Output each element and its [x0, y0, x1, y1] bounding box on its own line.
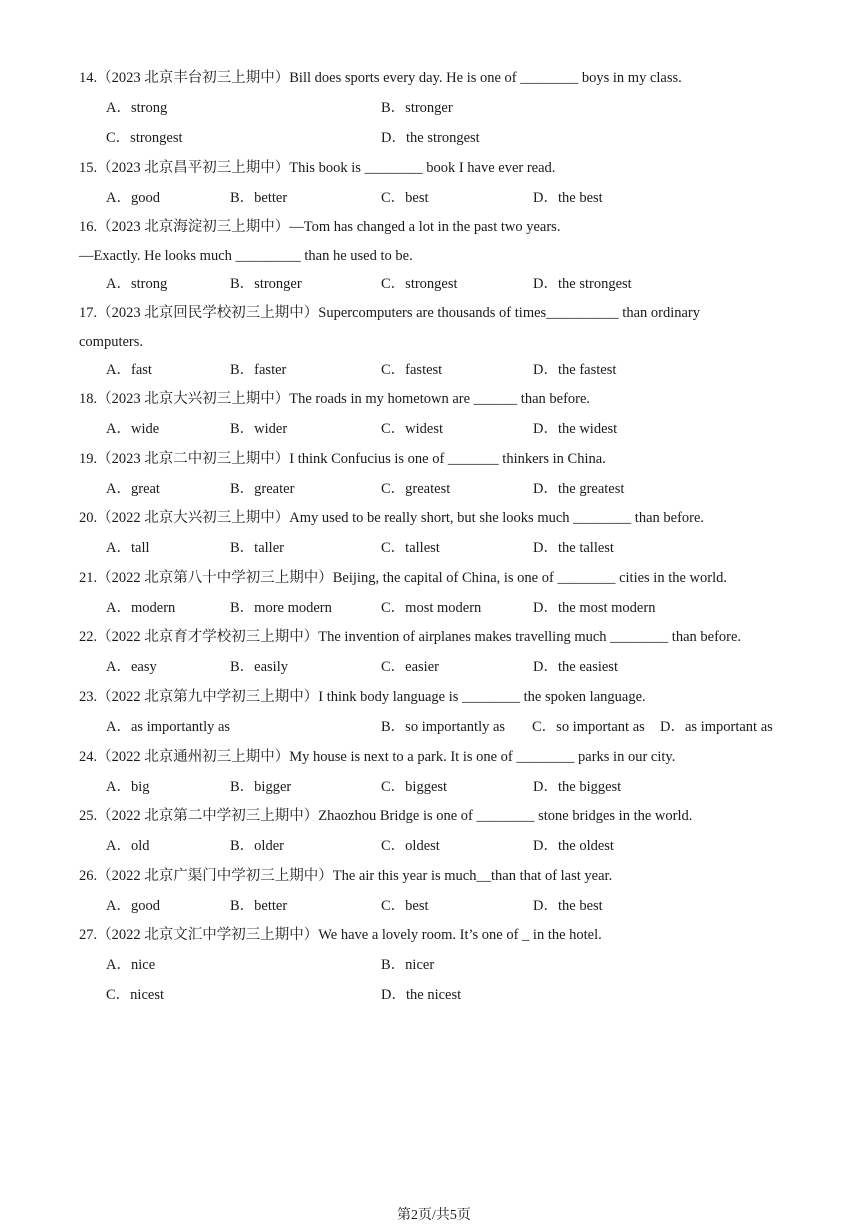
option-text: the fastest: [557, 362, 617, 378]
question-number: 20.: [79, 510, 98, 526]
answer-option: [381, 360, 442, 380]
answer-option: [106, 777, 150, 797]
option-text: stronger: [405, 100, 453, 116]
option-letter: D．: [533, 898, 558, 914]
option-letter: D．: [381, 130, 406, 146]
option-letter: C．: [532, 719, 557, 735]
answer-option: [533, 419, 617, 439]
option-letter: C．: [381, 779, 406, 795]
option-text: bigger: [254, 779, 292, 795]
answer-option: [106, 717, 230, 737]
option-letter: A．: [106, 362, 131, 378]
answer-option: [533, 657, 618, 677]
option-letter: B．: [230, 421, 255, 437]
option-text: the oldest: [557, 838, 614, 854]
answer-option: [381, 538, 440, 558]
question-stem: [79, 687, 646, 707]
option-letter: C．: [381, 659, 406, 675]
option-letter: A．: [106, 276, 131, 292]
question-stem: [79, 747, 675, 767]
question-stem: [79, 389, 590, 409]
answer-option: [106, 360, 152, 380]
option-text: the easiest: [557, 659, 618, 675]
answer-option: [106, 188, 160, 208]
answer-option: [533, 360, 616, 380]
option-text: older: [254, 838, 284, 854]
option-text: best: [405, 190, 429, 206]
option-text: best: [405, 898, 429, 914]
answer-option: [381, 274, 458, 294]
answer-option: [106, 985, 164, 1005]
answer-option: [660, 717, 773, 737]
answer-option: [533, 598, 655, 618]
answer-option: [230, 188, 287, 208]
option-text: wide: [130, 421, 160, 437]
question-text: （2023 北京大兴初三上期中）The roads in my hometown are ______ than before.: [97, 391, 591, 407]
answer-option: [533, 538, 614, 558]
answer-option: [106, 274, 167, 294]
option-text: modern: [130, 600, 176, 616]
question-stem: [79, 866, 612, 886]
option-letter: A．: [106, 898, 131, 914]
option-text: widest: [405, 421, 444, 437]
option-text: big: [130, 779, 150, 795]
option-letter: C．: [381, 190, 406, 206]
answer-option: [381, 479, 450, 499]
option-text: fastest: [405, 362, 443, 378]
option-text: faster: [254, 362, 287, 378]
question-text: （2022 北京大兴初三上期中）Amy used to be really short, but she looks much ________ than before.: [97, 510, 705, 526]
question-number: 14.: [79, 70, 98, 86]
option-letter: A．: [106, 100, 131, 116]
option-letter: C．: [381, 540, 406, 556]
question-stem: [79, 508, 704, 528]
option-letter: A．: [106, 190, 131, 206]
option-letter: C．: [106, 130, 131, 146]
question-stem: [79, 627, 741, 647]
question-stem: [79, 217, 560, 237]
option-text: tall: [130, 540, 150, 556]
question-stem: [79, 568, 727, 588]
option-letter: D．: [533, 481, 558, 497]
option-text: nicer: [405, 957, 435, 973]
option-text: good: [130, 898, 160, 914]
question-text: （2023 北京丰台初三上期中）Bill does sports every day. He is one of ________ boys in my class.: [97, 70, 682, 86]
option-letter: B．: [230, 362, 255, 378]
answer-option: [381, 419, 443, 439]
answer-option: [533, 274, 632, 294]
option-letter: A．: [106, 779, 131, 795]
question-number: 27.: [79, 927, 98, 943]
option-text: the widest: [557, 421, 618, 437]
option-letter: D．: [533, 276, 558, 292]
option-text: tallest: [405, 540, 440, 556]
answer-option: [533, 836, 614, 856]
option-letter: D．: [533, 421, 558, 437]
answer-option: [381, 896, 429, 916]
option-text: the nicest: [405, 987, 462, 1003]
option-letter: D．: [533, 540, 558, 556]
page-number: 第2页/共5页: [397, 1208, 471, 1223]
answer-option: [106, 128, 183, 148]
option-letter: D．: [533, 600, 558, 616]
page-footer: [0, 1206, 868, 1226]
option-letter: B．: [230, 481, 255, 497]
answer-option: [106, 98, 167, 118]
option-text: the biggest: [557, 779, 622, 795]
option-letter: D．: [533, 838, 558, 854]
option-text: the greatest: [557, 481, 625, 497]
option-text: great: [130, 481, 160, 497]
answer-option: [381, 598, 481, 618]
answer-option: [533, 777, 621, 797]
question-number: 15.: [79, 160, 98, 176]
question-number: 24.: [79, 749, 98, 765]
answer-option: [230, 360, 286, 380]
question-stem: [79, 158, 555, 178]
option-text: easy: [130, 659, 157, 675]
answer-option: [106, 657, 157, 677]
option-text: oldest: [405, 838, 440, 854]
option-letter: C．: [381, 838, 406, 854]
answer-option: [533, 896, 603, 916]
option-text: the strongest: [557, 276, 632, 292]
question-text: （2023 北京海淀初三上期中）—Tom has changed a lot in the past two years.: [97, 219, 561, 235]
option-letter: C．: [381, 421, 406, 437]
option-text: wider: [254, 421, 288, 437]
answer-option: [381, 836, 440, 856]
question-number: 23.: [79, 689, 98, 705]
answer-option: [106, 538, 150, 558]
option-letter: D．: [533, 659, 558, 675]
option-text: so important as: [556, 719, 645, 735]
answer-option: [381, 955, 434, 975]
option-letter: A．: [106, 838, 131, 854]
question-text: （2022 北京第八十中学初三上期中）Beijing, the capital of China, is one of ________ cities in the world.: [97, 570, 727, 586]
question-text: （2022 北京第二中学初三上期中）Zhaozhou Bridge is one of ________ stone bridges in the world.: [97, 808, 693, 824]
option-letter: B．: [381, 100, 406, 116]
option-text: biggest: [405, 779, 448, 795]
question-number: 25.: [79, 808, 98, 824]
question-number: 26.: [79, 868, 98, 884]
option-letter: D．: [533, 779, 558, 795]
option-letter: B．: [230, 659, 255, 675]
question-text: （2022 北京通州初三上期中）My house is next to a park. It is one of ________ parks in our city.: [97, 749, 676, 765]
option-text: so importantly as: [405, 719, 506, 735]
answer-option: [230, 479, 294, 499]
option-text: the strongest: [405, 130, 480, 146]
answer-option: [381, 777, 447, 797]
answer-option: [381, 98, 453, 118]
question-stem: [79, 806, 692, 826]
option-letter: D．: [533, 190, 558, 206]
answer-option: [381, 657, 439, 677]
option-letter: A．: [106, 659, 131, 675]
option-text: strong: [130, 276, 168, 292]
question-number: 16.: [79, 219, 98, 235]
answer-option: [230, 274, 302, 294]
option-letter: B．: [381, 957, 406, 973]
question-stem-continuation: computers.: [79, 334, 144, 350]
answer-option: [533, 479, 624, 499]
answer-option: [381, 717, 505, 737]
option-letter: C．: [106, 987, 131, 1003]
question-stem-continuation: —Exactly. He looks much _________ than he used to be.: [79, 248, 413, 264]
option-letter: B．: [230, 600, 255, 616]
option-text: nicest: [130, 987, 164, 1003]
answer-option: [230, 657, 288, 677]
option-text: greater: [254, 481, 295, 497]
answer-option: [106, 836, 150, 856]
option-text: most modern: [405, 600, 482, 616]
option-letter: A．: [106, 600, 131, 616]
option-letter: B．: [230, 838, 255, 854]
question-text: （2023 北京昌平初三上期中）This book is ________ book I have ever read.: [97, 160, 556, 176]
question-number: 21.: [79, 570, 98, 586]
option-letter: A．: [106, 540, 131, 556]
option-letter: B．: [230, 540, 255, 556]
option-letter: D．: [660, 719, 685, 735]
answer-option: [106, 479, 160, 499]
option-letter: D．: [381, 987, 406, 1003]
answer-option: [532, 717, 645, 737]
option-letter: C．: [381, 481, 406, 497]
question-text: （2022 北京育才学校初三上期中）The invention of airplanes makes travelling much ________ than before.: [97, 629, 742, 645]
answer-option: [230, 538, 284, 558]
option-letter: D．: [533, 362, 558, 378]
option-letter: B．: [230, 779, 255, 795]
question-stem: [79, 449, 606, 469]
option-letter: B．: [230, 898, 255, 914]
option-text: easily: [254, 659, 288, 675]
option-text: stronger: [254, 276, 302, 292]
answer-option: [106, 955, 155, 975]
option-text: greatest: [405, 481, 451, 497]
answer-option: [230, 896, 287, 916]
option-letter: C．: [381, 898, 406, 914]
option-text: strongest: [130, 130, 183, 146]
option-text: good: [130, 190, 160, 206]
option-text: as importantly as: [130, 719, 231, 735]
option-letter: A．: [106, 481, 131, 497]
option-letter: A．: [106, 957, 131, 973]
option-text: fast: [130, 362, 152, 378]
question-number: 19.: [79, 451, 98, 467]
option-text: taller: [254, 540, 284, 556]
question-number: 22.: [79, 629, 98, 645]
option-text: strong: [130, 100, 168, 116]
option-letter: C．: [381, 276, 406, 292]
option-letter: C．: [381, 362, 406, 378]
option-letter: C．: [381, 600, 406, 616]
option-letter: B．: [230, 190, 255, 206]
question-text: （2023 北京二中初三上期中）I think Confucius is one of _______ thinkers in China.: [97, 451, 606, 467]
answer-option: [381, 128, 480, 148]
answer-option: [230, 777, 291, 797]
answer-option: [106, 598, 175, 618]
answer-option: [106, 896, 160, 916]
option-text: easier: [405, 659, 439, 675]
option-text: better: [254, 898, 288, 914]
option-text: old: [130, 838, 150, 854]
option-text: nice: [130, 957, 156, 973]
option-text: better: [254, 190, 288, 206]
question-text: （2023 北京回民学校初三上期中）Supercomputers are thousands of times__________ than ordinary: [97, 305, 701, 321]
option-text: more modern: [254, 600, 332, 616]
option-letter: A．: [106, 719, 131, 735]
question-text: （2022 北京第九中学初三上期中）I think body language is ________ the spoken language.: [97, 689, 646, 705]
option-text: the best: [557, 898, 603, 914]
question-stem: [79, 925, 602, 945]
answer-option: [381, 985, 461, 1005]
answer-option: [106, 419, 159, 439]
answer-option: [533, 188, 603, 208]
option-letter: B．: [230, 276, 255, 292]
question-text: （2022 北京广渠门中学初三上期中）The air this year is much__than that of last year.: [97, 868, 613, 884]
answer-option: [230, 836, 284, 856]
question-text: （2022 北京文汇中学初三上期中）We have a lovely room. It’s one of _ in the hotel.: [97, 927, 602, 943]
option-text: strongest: [405, 276, 458, 292]
question-number: 18.: [79, 391, 98, 407]
option-text: as important as: [684, 719, 773, 735]
option-letter: B．: [381, 719, 406, 735]
answer-option: [230, 419, 287, 439]
option-text: the tallest: [557, 540, 614, 556]
question-stem: [79, 303, 700, 323]
question-number: 17.: [79, 305, 98, 321]
option-letter: A．: [106, 421, 131, 437]
option-text: the most modern: [557, 600, 656, 616]
option-text: the best: [557, 190, 603, 206]
answer-option: [230, 598, 332, 618]
answer-option: [381, 188, 429, 208]
question-stem: [79, 68, 682, 88]
